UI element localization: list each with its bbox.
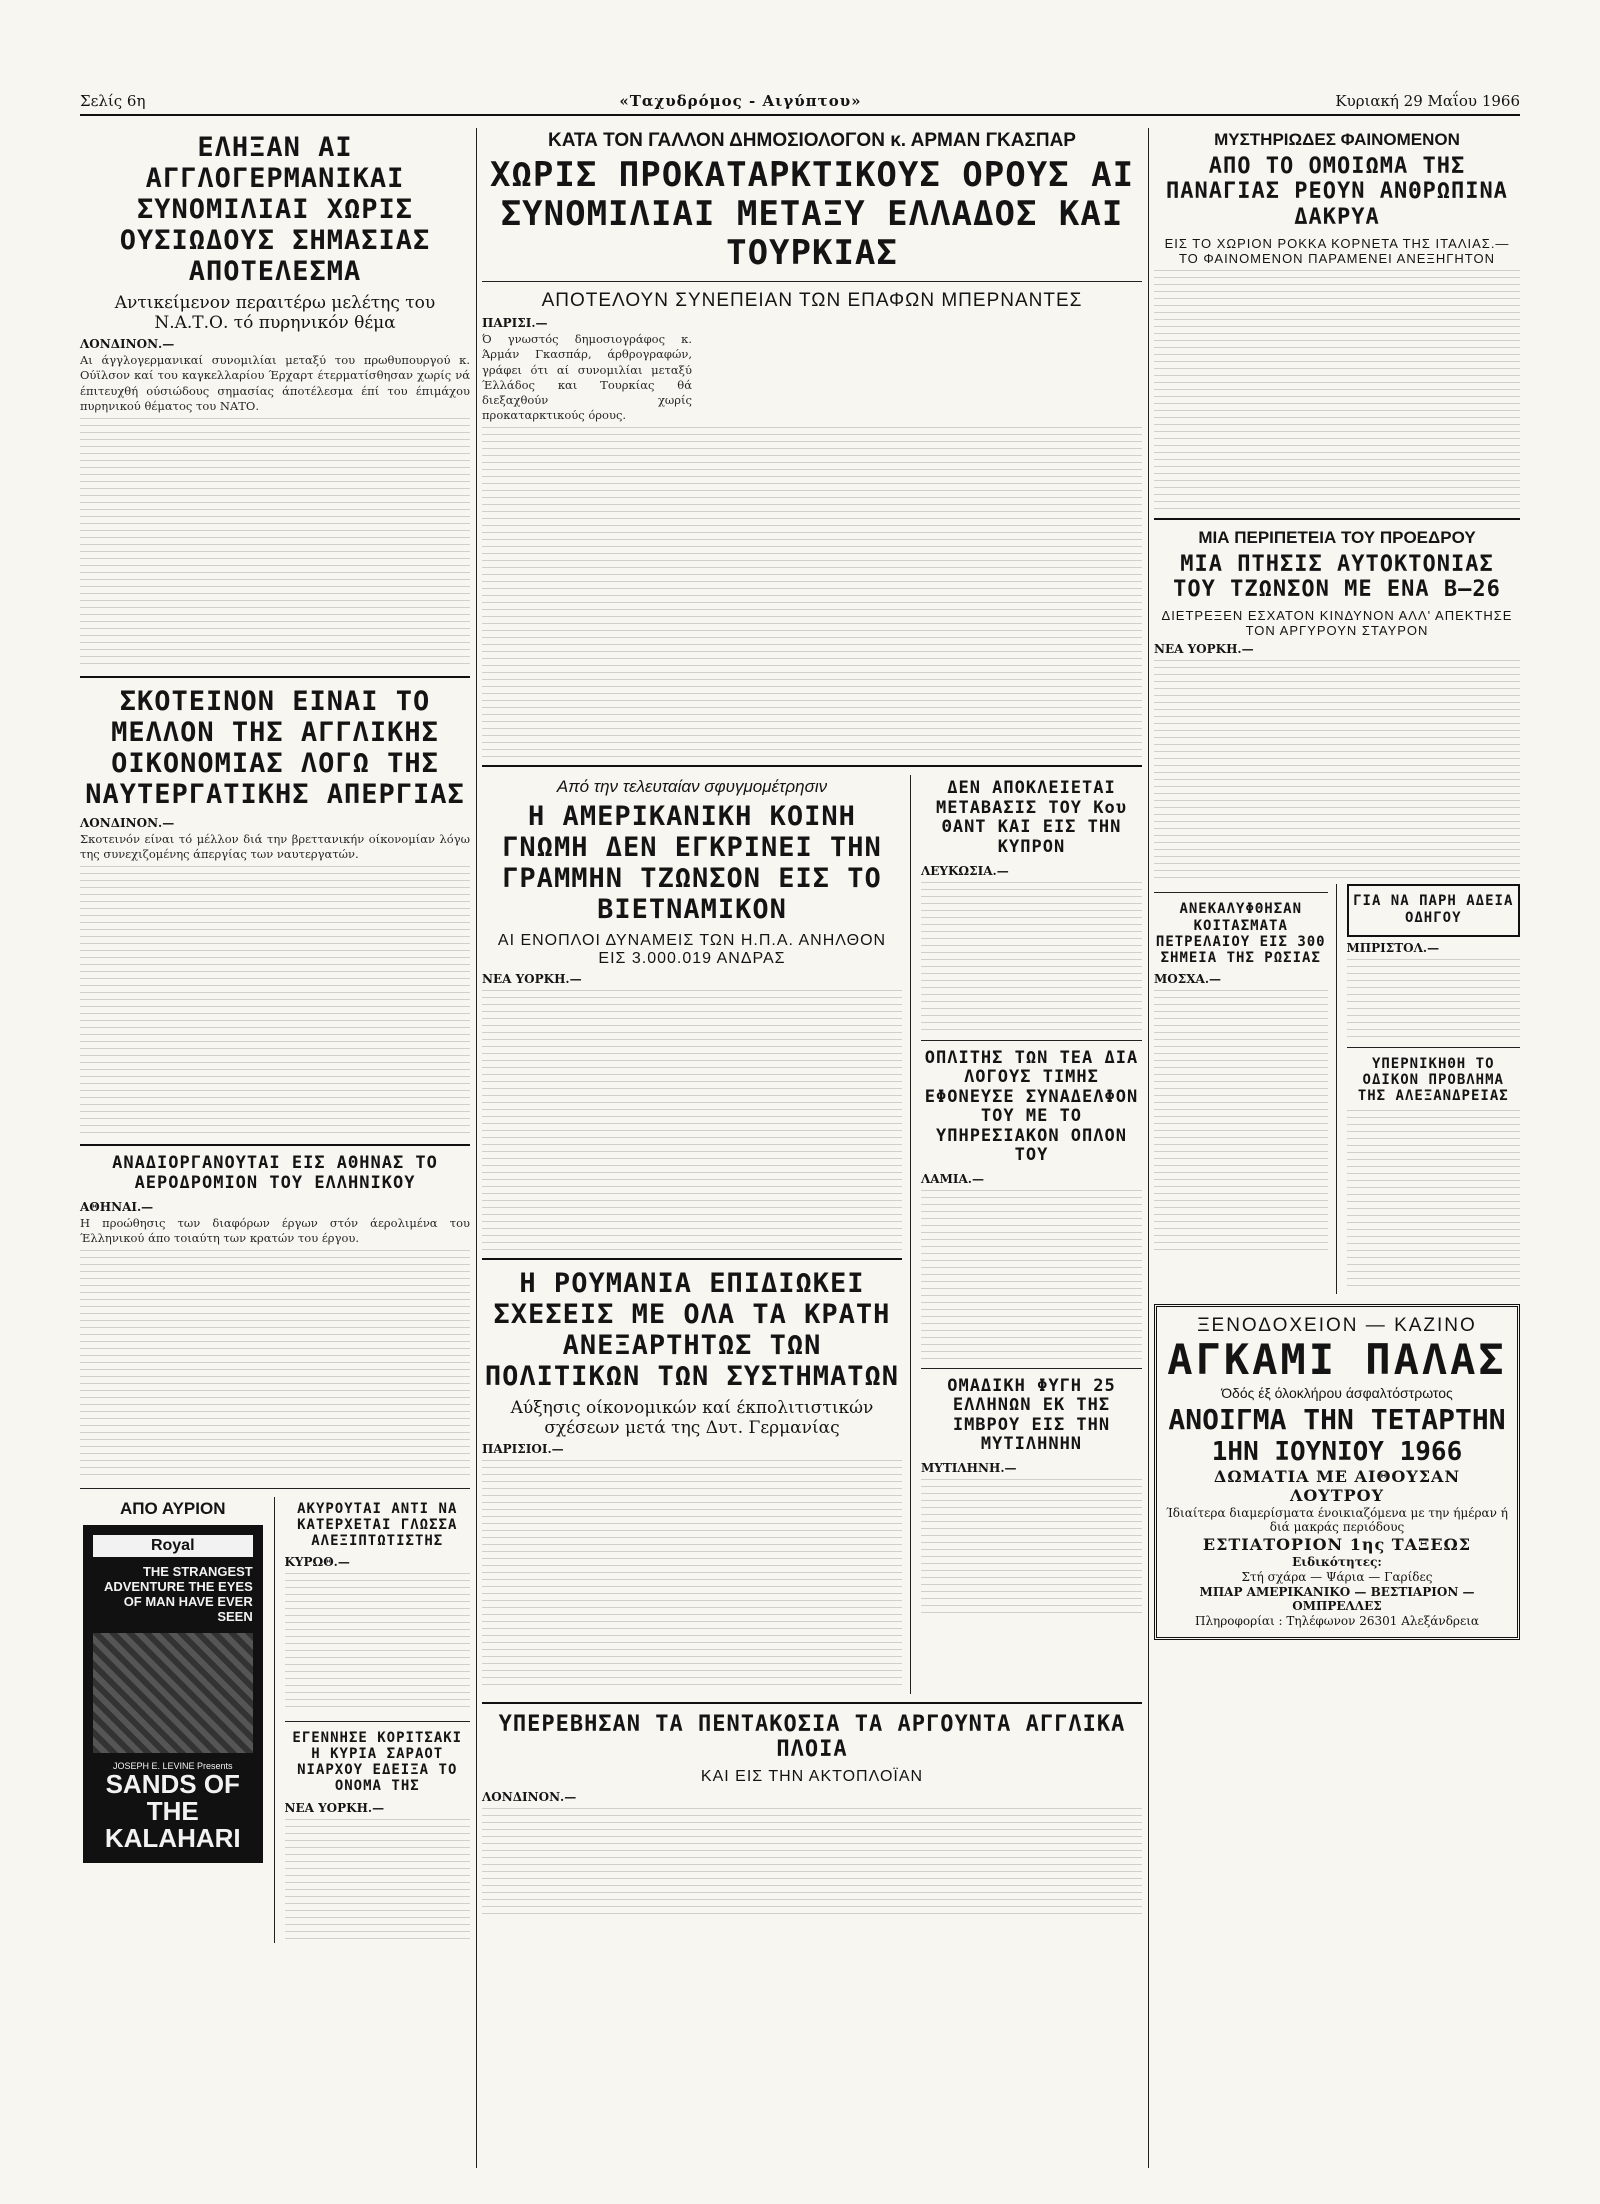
ad-rooms: ΔΩΜΑΤΙΑ ΜΕ ΑΙΘΟΥΣΑΝ ΛΟΥΤΡΟΥ: [1213, 1466, 1461, 1505]
article-lead: Η προώθησις των διαφόρων έργων στόν άερολιμένα του Έλληνικού άπο τοιαύτη των κρατών του έργου.: [80, 1215, 470, 1245]
subhead-rocca-corneta: ΕΙΣ ΤΟ ΧΩΡΙΟΝ ΡΟΚΚΑ ΚΟΡΝΕΤΑ ΤΗΣ ΙΤΑΛΙΑΣ.— ΤΟ ΦΑΙΝΟΜΕΝΟΝ ΠΑΡΑΜΕΝΕΙ ΑΝΕΞΗΓΗΤΟΝ: [1164, 235, 1510, 266]
subhead-bernardes-contacts: ΑΠΟΤΕΛΟΥΝ ΣΥΝΕΠΕΙΑΝ ΤΩΝ ΕΠΑΦΩΝ ΜΠΕΡΝΑΝΤΕΣ: [541, 290, 1083, 312]
subhead-west-germany: Αύξησις οίκονομικών καί έκπολιτιστικών σχέσεων μετά της Δυτ. Γερμανίας: [510, 1397, 874, 1438]
subhead-silver-star: ΔΙΕΤΡΕΞΕΝ ΕΣΧΑΤΟΝ ΚΙΝΔΥΝΟΝ ΑΛΛ' ΑΠΕΚΤΗΣΕ ΤΟΝ ΑΡΓΥΡΟΥΝ ΣΤΑΥΡΟΝ: [1161, 608, 1513, 639]
article-body-text: [80, 1250, 470, 1480]
subhead-coastal-shipping: ΚΑΙ ΕΙΣ ΤΗΝ ΑΚΤΟΠΛΟΪΑΝ: [700, 1768, 924, 1786]
divider: [482, 281, 1142, 282]
divider: [921, 1040, 1142, 1041]
dateline: ΛΑΜΙΑ.—: [920, 1171, 984, 1186]
dateline: ΚΥΡΩΘ.—: [284, 1555, 350, 1570]
movie-title: SANDS OF THE KALAHARI: [104, 1768, 241, 1854]
article-body-text: [921, 1190, 1142, 1360]
headline-virgin-tears: ΑΠΟ ΤΟ ΟΜΟΙΩΜΑ ΤΗΣ ΠΑΝΑΓΙΑΣ ΡΕΟΥΝ ΑΝΘΡΩΠΙΝΑ ΔΑΚΡΥΑ: [1166, 154, 1508, 230]
paper-name: «Ταχυδρόμος - Αιγύπτου»: [619, 92, 862, 110]
ad-bar: ΜΠΑΡ ΑΜΕΡΙΚΑΝΙΚΟ — ΒΕΣΤΙΑΡΙΟΝ — ΟΜΠΡΕΛΛΕΣ: [1199, 1584, 1475, 1613]
ad-hotel-casino: ΞΕΝΟΔΟΧΕΙΟΝ — ΚΑΖΙΝΟ: [1197, 1314, 1477, 1336]
article-body-text: [1347, 1110, 1521, 1290]
subhead-us-armed-forces: ΑΙ ΕΝΟΠΛΟΙ ΔΥΝΑΜΕΙΣ ΤΩΝ Η.Π.Α. ΑΝΗΛΘΟΝ ΕΙΣ 3.000.019 ΑΝΔΡΑΣ: [497, 931, 887, 967]
dateline: ΜΟΣΧΑ.—: [1154, 971, 1222, 986]
ad-specialties: Στή σχάρα — Ψάρια — Γαρίδες: [1241, 1569, 1433, 1584]
right-lower-split: [1154, 884, 1520, 1293]
ad-info: Πληροφορίαι : Τηλέφωνον 26301 Αλεξάνδρεια: [1194, 1613, 1480, 1628]
kicker-gaspar: ΚΑΤΑ ΤΟΝ ΓΑΛΛΟΝ ΔΗΜΟΣΙΟΛΟΓΟΝ κ. ΑΡΜΑΝ ΓΚΑΣΠΑΡ: [548, 130, 1076, 151]
dateline: ΠΑΡΙΣΙ.—: [482, 316, 548, 331]
article-body-text: [1154, 270, 1520, 510]
headline-greece-turkey-talks: ΧΩΡΙΣ ΠΡΟΚΑΤΑΡΚΤΙΚΟΥΣ ΟΡΟΥΣ ΑΙ ΣΥΝΟΜΙΛΙΑΙ ΜΕΤΑΞΥ ΕΛΛΑΔΟΣ ΚΑΙ ΤΟΥΡΚΙΑΣ: [489, 155, 1135, 274]
article-lead: Ό γνωστός δημοσιογράφος κ. Άρμάν Γκασπάρ, άρθρογραφών, γράφει ότι αί συνομιλίαι μεταξύ Έλλάδος και Τουρκίας θά διεξαχθούν χωρίς προκαταρκτικούς όρους.: [482, 332, 692, 423]
headline-british-ships-idle: ΥΠΕΡΕΒΗΣΑΝ ΤΑ ΠΕΝΤΑΚΟΣΙΑ ΤΑ ΑΡΓΟΥΝΤΑ ΑΓΓΛΙΚΑ ΠΛΟΙΑ: [498, 1711, 1126, 1762]
kicker-mysterious: ΜΥΣΤΗΡΙΩΔΕΣ ΦΑΙΝΟΜΕΝΟΝ: [1214, 130, 1460, 149]
right-lower-right: [1347, 884, 1521, 1293]
ad-opening-date: 1ΗΝ ΙΟΥΝΙΟΥ 1966: [1211, 1436, 1463, 1467]
dateline: ΝΕΑ ΥΟΡΚΗ.—: [284, 1800, 385, 1815]
headline-imbros-escape: ΟΜΑΔΙΚΗ ΦΥΓΗ 25 ΕΛΛΗΝΩΝ ΕΚ ΤΗΣ ΙΜΒΡΟΥ ΕΙΣ ΤΗΝ ΜΥΤΙΛΗΝΗΝ: [947, 1375, 1116, 1455]
article-body-text: [482, 427, 1142, 757]
divider: [921, 1368, 1142, 1369]
column-rule: [476, 128, 477, 2168]
dateline: ΛΟΝΔΙΝΟΝ.—: [80, 337, 175, 352]
page-header: [80, 88, 1520, 116]
column-left: [80, 128, 470, 1943]
article-body-text: [921, 882, 1142, 1032]
center-main-stories: [482, 775, 911, 1693]
article-body-text: [285, 1819, 471, 1939]
divider: [1154, 518, 1520, 520]
dateline: ΛΟΝΔΙΝΟΝ.—: [482, 1790, 577, 1805]
ad-specialties-label: Ειδικότητες:: [1292, 1554, 1382, 1569]
divider: [1347, 1047, 1521, 1048]
dateline: ΠΑΡΙΣΙΟΙ.—: [482, 1441, 564, 1456]
dateline: ΜΥΤΙΛΗΝΗ.—: [920, 1460, 1017, 1475]
article-body-text: [1154, 660, 1520, 880]
divider: [80, 1144, 470, 1146]
headline-thant-cyprus: ΔΕΝ ΑΠΟΚΛΕΙΕΤΑΙ ΜΕΤΑΒΑΣΙΣ ΤΟΥ Κου ΘΑΝΤ ΚΑΙ ΕΙΣ ΤΗΝ ΚΥΠΡΟΝ: [935, 778, 1127, 857]
article-body-text: [1154, 990, 1328, 1250]
driving-license-box: [1347, 884, 1521, 936]
divider: [482, 1702, 1142, 1704]
headline-niarchos-baby: ΕΓΕΝΝΗΣΕ ΚΟΡΙΤΣΑΚΙ Η ΚΥΡΙΑ ΣΑΡΑΟΤ ΝΙΑΡΧΟΥ ΕΔΕΙΞΑ ΤΟ ΟΝΟΜΑ ΤΗΣ: [292, 1730, 463, 1795]
dateline: ΝΕΑ ΥΟΡΚΗ.—: [1154, 642, 1254, 657]
kicker-poll: Από την τελευταίαν σφυγμομέτρησιν: [556, 777, 828, 797]
dateline: ΜΠΡΙΣΤΟΛ.—: [1346, 940, 1440, 955]
article-body-text: [285, 1573, 471, 1713]
center-lower-split: [482, 775, 1142, 1693]
ad-restaurant: ΕΣΤΙΑΤΟΡΙΟΝ 1ης ΤΑΞΕΩΣ: [1202, 1534, 1472, 1554]
article-body-text: [482, 1808, 1142, 1918]
movie-tagline: THE STRANGEST ADVENTURE THE EYES OF MAN HAVE EVER SEEN: [103, 1563, 253, 1624]
ad-hotel-name: ΑΓΚΑΜΙ ΠΑΛΑΣ: [1167, 1334, 1507, 1384]
article-body-text: [482, 1460, 902, 1690]
divider: [1154, 892, 1328, 893]
movie-kicker: ΑΠΟ ΑΥΡΙΟΝ: [119, 1498, 226, 1518]
headline-anglo-german-talks: ΕΛΗΞΑΝ ΑΙ ΑΓΓΛΟΓΕΡΜΑΝΙΚΑΙ ΣΥΝΟΜΙΛΙΑΙ ΧΩΡΙΣ ΟΥΣΙΩΔΟΥΣ ΣΗΜΑΣΙΑΣ ΑΠΟΤΕΛΕΣΜΑ: [119, 132, 431, 288]
dateline: ΛΟΝΔΙΝΟΝ.—: [80, 816, 175, 831]
dateline: ΑΘΗΝΑΙ.—: [80, 1199, 154, 1214]
article-body-text: [80, 866, 470, 1136]
movie-ad-column: [80, 1497, 275, 1943]
divider: [482, 1258, 902, 1260]
kicker-president: ΜΙΑ ΠΕΡΙΠΕΤΕΙΑ ΤΟΥ ΠΡΟΕΔΡΟΥ: [1198, 527, 1476, 547]
ad-road: Όδός έξ όλοκλήρου άσφαλτόστρωτος: [1221, 1385, 1453, 1402]
issue-date: Κυριακή 29 Μαΐου 1966: [1335, 92, 1520, 110]
article-body-text: [80, 418, 470, 668]
column-center: [482, 128, 1142, 1922]
headline-oil-deposits: ΑΝΕΚΑΛΥΦΘΗΣΑΝ ΚΟΙΤΑΣΜΑΤΑ ΠΕΤΡΕΛΑΙΟΥ ΕΙΣ 300 ΣΗΜΕΙΑ ΤΗΣ ΡΩΣΙΑΣ: [1155, 901, 1326, 966]
headline-american-opinion-vietnam: Η ΑΜΕΡΙΚΑΝΙΚΗ ΚΟΙΝΗ ΓΝΩΜΗ ΔΕΝ ΕΓΚΡΙΝΕΙ ΤΗΝ ΓΡΑΜΜΗΝ ΤΖΩΝΣΟΝ ΕΙΣ ΤΟ ΒΙΕΤΝΑΜΙΚΟΝ: [502, 801, 882, 926]
cinema-logo: Royal: [93, 1535, 253, 1557]
headline-johnson-b26: ΜΙΑ ΠΤΗΣΙΣ ΑΥΤΟΚΤΟΝΙΑΣ ΤΟΥ ΤΖΩΝΣΟΝ ΜΕ ΕΝΑ Β—26: [1173, 551, 1501, 603]
headline-british-economy: ΣΚΟΤΕΙΝΟΝ ΕΙΝΑΙ ΤΟ ΜΕΛΛΟΝ ΤΗΣ ΑΓΓΛΙΚΗΣ ΟΙΚΟΝΟΜΙΑΣ ΛΟΓΩ ΤΗΣ ΝΑΥΤΕΡΓΑΤΙΚΗΣ ΑΠΕΡΓΙΑΣ: [85, 685, 465, 811]
divider: [285, 1721, 471, 1722]
divider: [80, 676, 470, 678]
page-label: Σελίς 6η: [80, 92, 146, 110]
small-stories-column: [285, 1497, 471, 1943]
center-side-stories: [921, 775, 1142, 1693]
headline-driving-license: ΓΙΑ ΝΑ ΠΑΡΗ ΑΔΕΙΑ ΟΔΗΓΟΥ: [1353, 893, 1514, 926]
hotel-advertisement: [1154, 1304, 1520, 1640]
movie-advertisement: [83, 1525, 263, 1863]
right-lower-left: [1154, 884, 1337, 1293]
divider: [80, 1488, 470, 1489]
divider: [482, 765, 1142, 767]
article-lead: Αι άγγλογερμανικαί συνομιλίαι μεταξύ του πρωθυπουργού κ. Ούϊλσον καί του καγκελλαρίου Έρχαρτ έτερματίσθησαν χωρίς νά έπιτευχθή ούσιώδους σημασίας άποτέλεσμα έπί του έπιμάχου πυρηνικού θέματος του ΝΑΤΟ.: [80, 353, 470, 413]
article-body-text: [482, 990, 902, 1250]
headline-honor-killing: ΟΠΛΙΤΗΣ ΤΩΝ ΤΕΑ ΔΙΑ ΛΟΓΟΥΣ ΤΙΜΗΣ ΕΦΟΝΕΥΣΕ ΣΥΝΑΔΕΛΦΟΝ ΤΟΥ ΜΕ ΤΟ ΥΠΗΡΕΣΙΑΚΟΝ ΟΠΛΟΝ ΤΟΥ: [924, 1047, 1139, 1166]
lower-left-split: [80, 1497, 470, 1943]
headline-alexandria-roads: ΥΠΕΡΝΙΚΗΘΗ ΤΟ ΟΔΙΚΟΝ ΠΡΟΒΛΗΜΑ ΤΗΣ ΑΛΕΞΑΝΔΡΕΙΑΣ: [1357, 1055, 1509, 1104]
subhead-nato-nuclear: Αντικείμενον περαιτέρω μελέτης του Ν.Α.Τ.Ο. τό πυρηνικόν θέμα: [114, 293, 436, 334]
dateline: ΛΕΥΚΩΣΙΑ.—: [920, 863, 1009, 878]
article-body-text: [921, 1479, 1142, 1619]
newspaper-page: [80, 88, 1520, 2168]
headline-athens-airport: ΑΝΑΔΙΟΡΓΑΝΟΥΤΑΙ ΕΙΣ ΑΘΗΝΑΣ ΤΟ ΑΕΡΟΔΡΟΜΙΟΝ ΤΟΥ ΕΛΛΗΝΙΚΟΥ: [112, 1153, 438, 1193]
article-lead: Σκοτεινόν είναι τό μέλλον διά την βρεττανικήν οίκονομίαν λόγω της συνεχιζομένης άπεργίας των ναυτεργατών.: [80, 832, 470, 862]
headline-romania-relations: Η ΡΟΥΜΑΝΙΑ ΕΠΙΔΙΩΚΕΙ ΣΧΕΣΕΙΣ ΜΕ ΟΛΑ ΤΑ ΚΡΑΤΗ ΑΝΕΞΑΡΤΗΤΩΣ ΤΩΝ ΠΟΛΙΤΙΚΩΝ ΤΩΝ ΣΥΣΤΗΜΑΤΩΝ: [484, 1267, 900, 1392]
ad-opening: ΑΝΟΙΓΜΑ ΤΗΝ ΤΕΤΑΡΤΗΝ: [1168, 1403, 1506, 1437]
movie-poster-image: [93, 1633, 253, 1753]
column-rule: [1148, 128, 1149, 2168]
column-right: [1154, 128, 1520, 1640]
dateline: ΝΕΑ ΥΟΡΚΗ.—: [482, 971, 582, 986]
headline-parachutist: ΑΚΥΡΟΥΤΑΙ ΑΝΤΙ ΝΑ ΚΑΤΕΡΧΕΤΑΙ ΓΛΩΣΣΑ ΑΛΕΞΙΠΤΩΤΙΣΤΗΣ: [297, 1500, 458, 1550]
ad-apartments: Ίδιαίτερα διαμερίσματα ένοικιαζόμενα με την ήμέραν ή διά μακράς περιόδους: [1166, 1505, 1508, 1534]
movie-credit: JOSEPH E. LEVINE Presents: [112, 1760, 233, 1771]
article-body-text: [1347, 959, 1521, 1039]
